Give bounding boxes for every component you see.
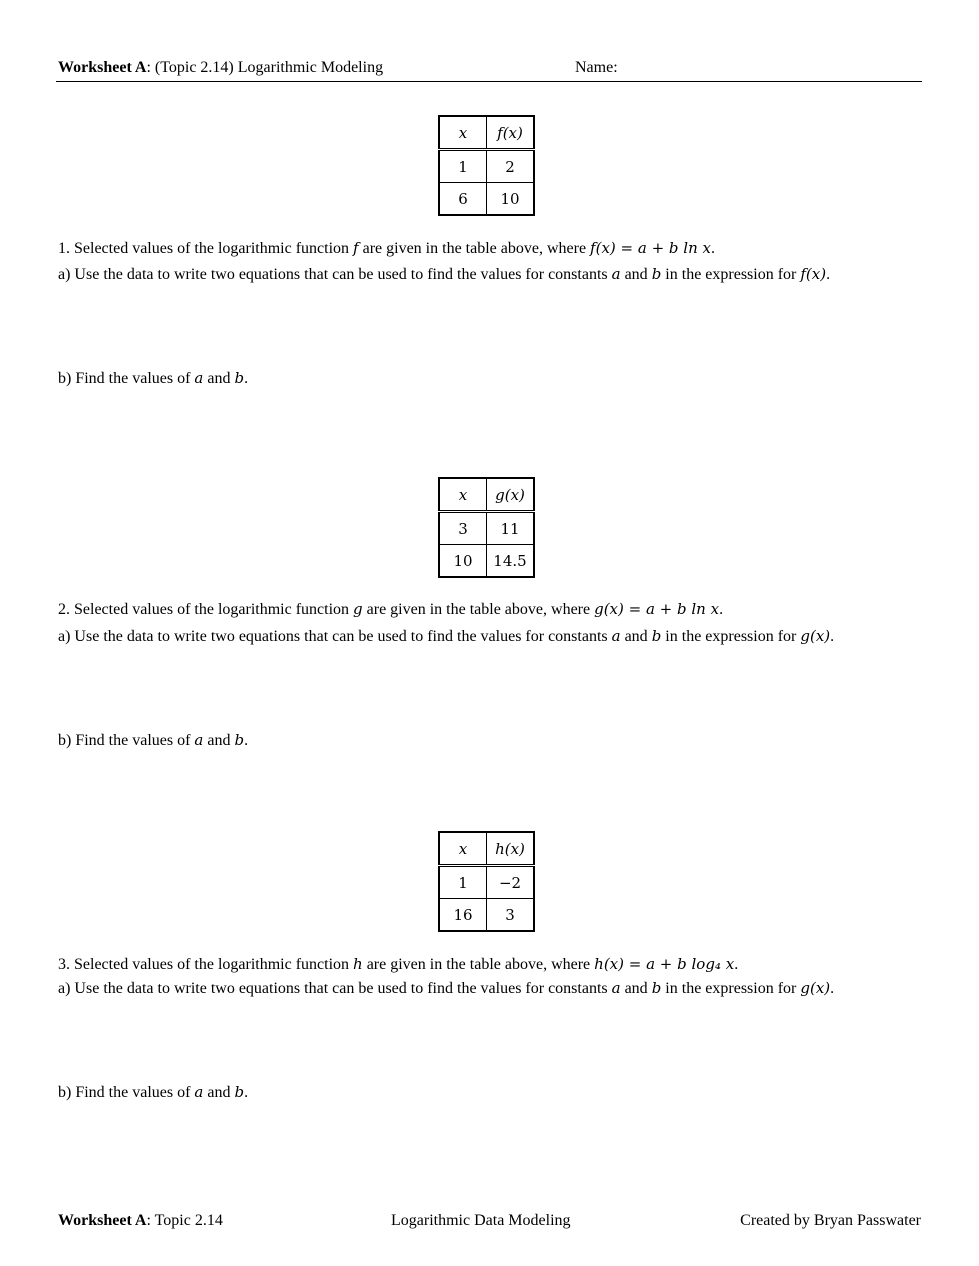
problem-2-part-a: a) Use the data to write two equations that can be used to find the values for constants a and b in the expression for g(x). xyxy=(58,627,835,645)
value-table-f xyxy=(438,115,535,216)
footer-worksheet: Worksheet A: Topic 2.14 xyxy=(58,1212,223,1229)
problem-1-part-a: a) Use the data to write two equations that can be used to find the values for constants a and b in the expression for f(x). xyxy=(58,265,831,283)
worksheet-title: Worksheet A: (Topic 2.14) Logarithmic Modeling xyxy=(58,59,384,76)
table-header-hx: h(x) xyxy=(487,832,535,866)
table-cell: 10 xyxy=(487,183,535,216)
table-cell: 3 xyxy=(439,512,487,545)
table-cell: 11 xyxy=(487,512,535,545)
table-cell: −2 xyxy=(487,866,535,899)
value-table-h xyxy=(438,831,535,932)
page-header xyxy=(56,59,922,82)
table-header-gx: g(x) xyxy=(487,478,535,512)
table-cell: 6 xyxy=(439,183,487,216)
problem-2-part-b: b) Find the values of a and b. xyxy=(58,731,249,749)
table-cell: 16 xyxy=(439,899,487,932)
problem-3-statement: 3. Selected values of the logarithmic function h are given in the table above, where h(x) = a + b log₄ x. xyxy=(58,955,739,973)
table-header-fx: f(x) xyxy=(487,116,535,150)
problem-1-part-b: b) Find the values of a and b. xyxy=(58,369,249,387)
table-cell: 14.5 xyxy=(487,545,535,578)
footer-title: Logarithmic Data Modeling xyxy=(391,1212,571,1229)
table-cell: 1 xyxy=(439,866,487,899)
table-header-x: x xyxy=(439,832,487,866)
table-cell: 1 xyxy=(439,150,487,183)
table-cell: 3 xyxy=(487,899,535,932)
table-cell: 10 xyxy=(439,545,487,578)
value-table-g xyxy=(438,477,535,578)
table-cell: 2 xyxy=(487,150,535,183)
problem-3-part-b: b) Find the values of a and b. xyxy=(58,1083,249,1101)
table-header-x: x xyxy=(439,116,487,150)
problem-1-statement: 1. Selected values of the logarithmic function f are given in the table above, where f(x) = a + b ln x. xyxy=(58,239,715,257)
footer-author: Created by Bryan Passwater xyxy=(740,1212,921,1229)
name-label: Name: xyxy=(575,59,618,76)
problem-2-statement: 2. Selected values of the logarithmic function g are given in the table above, where g(x) = a + b ln x. xyxy=(58,600,724,618)
table-header-x: x xyxy=(439,478,487,512)
problem-3-part-a: a) Use the data to write two equations that can be used to find the values for constants a and b in the expression for g(x). xyxy=(58,979,835,997)
